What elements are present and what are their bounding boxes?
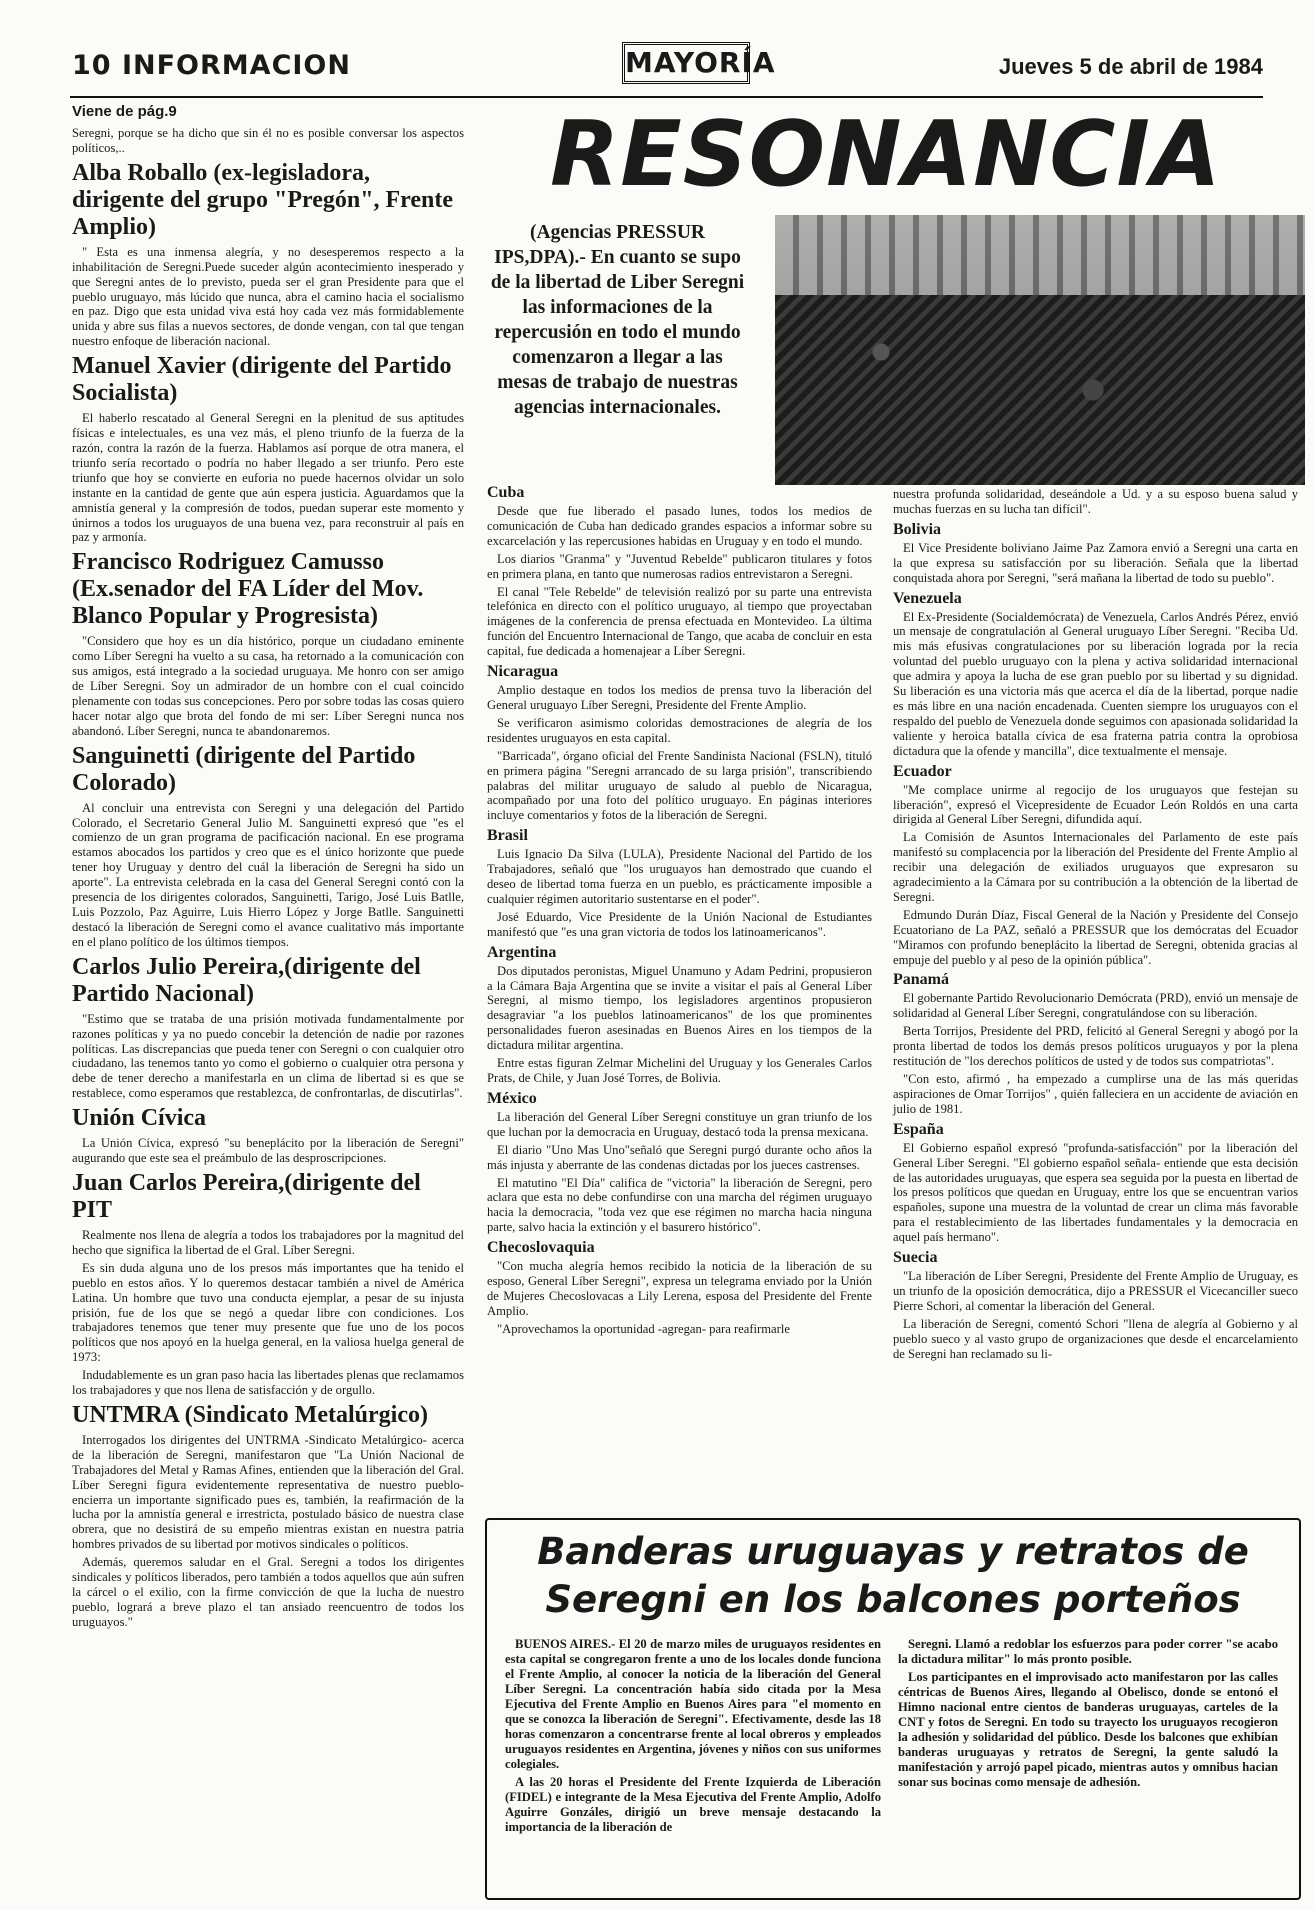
paragraph: El diario "Uno Mas Uno"señaló que Seregni purgó durante ocho años la más injusta y aberrante de las condenas dictadas por los jueces castrenses. — [487, 1142, 872, 1172]
paragraph: Interrogados los dirigentes del UNTRMA -Sindicato Metalúrgico- acerca de la liberación de Seregni, manifestaron que "La Unión Nacional de Trabajadores del Metal y Ramas Afines, entienden que la liberación del Gral. Líber Seregni figura evidentemente representativa de nuestro pueblo- encierra un importante significado pues es, también, la reafirmación de la lucha por la amnistía general e irrestricta, postulado básico de nuestra clase obrera, que no desistirá de su empeño mientras existan en nuestra patria hombres privados de su libertad por motivos sindicales o políticos. — [72, 1432, 464, 1552]
paragraph: "Estimo que se trataba de una prisión motivada fundamentalmente por razones políticas y ya no puedo concebir la detención de nadie por razones políticas. Las discrepancias que pueda tener con Seregni o con cualquier otro ciudadano, las tenemos tanto yo como el gobierno o cualquier otra persona y debe de tener derecho a manifestarla en un clima de libertad si es que se restablece, como esperamos que restablezca, de confrontarlas, de discutirlas". — [72, 1011, 464, 1101]
boxed-article-col-2 — [898, 1637, 1278, 1793]
section-heading: Manuel Xavier (dirigente del Partido Socialista) — [72, 353, 452, 407]
section-heading: Nicaragua — [487, 663, 559, 681]
paragraph: "La liberación de Líber Seregni, Presidente del Frente Amplio de Uruguay, es un triunfo de la oposición democrática, dijo a PRESSUR el Vicecanciller sueco Pierre Schori, al comentar la liberación del General. — [893, 1269, 1298, 1313]
paragraph: Entre estas figuran Zelmar Michelini del Uruguay y los Generales Carlos Prats, de Chile, y Juan José Torres, de Bolivia. — [487, 1056, 872, 1085]
paragraph: "Con esto, afirmó , ha empezado a cumplirse una de las más queridas aspiraciones de Omar Torrijos" , quién falleciera en un accidente de aviación en julio de 1981. — [893, 1072, 1298, 1116]
section-heading: Panamá — [893, 971, 949, 989]
crowd-photo — [775, 215, 1305, 485]
section-heading: Suecia — [893, 1249, 938, 1267]
paragraph: Los participantes en el improvisado acto manifestaron por las calles céntricas de Buenos Aires, llegando al Obelisco, donde se entonó el Himno nacional entre cientos de banderas uruguayas, carteles de la CNT y fotos de Seregni. En todo su trayecto los uruguayos recogieron la adhesión y solidaridad del público. Desde los balcones que exhibían banderas uruguayas y retratos de Seregni, la gente saludó la manifestación y arrojó papel picado, mientras autos y omnibus hacian sonar sus bocinas como mensaje de adhesión. — [898, 1670, 1278, 1789]
paragraph: Seregni. Llamó a redoblar los esfuerzos para poder correr "se acabo la dictadura militar" lo más pronto posible. — [898, 1637, 1278, 1666]
section-heading: Carlos Julio Pereira,(dirigente del Partido Nacional) — [72, 953, 421, 1007]
section-heading: Argentina — [487, 943, 557, 961]
paragraph: Además, queremos saludar en el Gral. Seregni a todos los dirigentes sindicales y políticos liberados, pero también a todos aquellos que aún sufren la cárcel o el exilio, con la firme convicción de que la lucha de nuestro pueblo, logrará a breve plazo el tan ansiado reencuentro de todos los uruguayos." — [72, 1555, 464, 1629]
paragraph: La liberación del General Líber Seregni constituye un gran triunfo de los que luchan por la democracia en Uruguay, destacó toda la prensa mexicana. — [487, 1109, 872, 1139]
paragraph: " Esta es una inmensa alegría, y no desesperemos respecto a la inhabilitación de Seregni.Puede suceder algún acontecimiento inesperado y que Seregni antes de lo previsto, pueda ser el gran Presidente para que el pueblo uruguayo, más lúcido que nunca, abra el camino hacia el socialismo en paz. Digo que esta unidad viva está hoy cada vez más formidablemente unida y abre sus filas a nuevos sectores, de donde vengan, con tal que tengan nuestro enfoque de liberación nacional. — [72, 244, 464, 349]
boxed-article — [485, 1518, 1301, 1900]
paragraph: "Me complace unirme al regocijo de los uruguayos que festejan su liberación", expresó el Vicepresidente de Ecuador León Roldós en una carta dirigida al General Líber Seregni, difundida aquí. — [893, 782, 1298, 827]
paragraph: BUENOS AIRES.- El 20 de marzo miles de uruguayos residentes en esta capital se congregaron frente a uno de los locales donde funciona el Frente Amplio, al conocer la noticia de la liberación del General Líber Seregni. La concentración había sido citada por la Mesa Ejecutiva del Frente Amplio en Buenos Aires para "el momento en que se conozca la liberación de Seregni". Efectivamente, desde las 18 horas comenzaron a concentrarse frente al local obreros y empleados uruguayos residentes en Argentina, jóvenes y niños con sus uniformes colegiales. — [505, 1637, 881, 1771]
section-heading: UNTMRA (Sindicato Metalúrgico) — [72, 1401, 428, 1428]
paragraph: El Vice Presidente boliviano Jaime Paz Zamora envió a Seregni una carta en la que expresa su satisfacción por su liberación. Señala que la libertad conquistada ahora por Seregni, "será mañana la libertad de todo su pueblo". — [893, 540, 1298, 585]
section-heading: Brasil — [487, 827, 528, 845]
paragraph: La Unión Cívica, expresó "su beneplácito por la liberación de Seregni" augurando que este sea el preámbulo de las desproscripciones. — [72, 1136, 464, 1166]
issue-date: Jueves 5 de abril de 1984 — [998, 54, 1263, 79]
paragraph: "Con mucha alegría hemos recibido la noticia de la liberación de su esposo, General Líber Seregni", expresa un telegrama enviado por la Unión de Mujeres Checoslovacas a Lily Lerena, esposa del Presidente del Frente Amplio. — [487, 1259, 872, 1318]
paragraph: "Barricada", órgano oficial del Frente Sandinista Nacional (FSLN), tituló en primera página "Seregni arrancado de su larga prisión", transcribiendo palabras del militar uruguayo de saludo al pueblo de Nicaragua, acompañado por una foto del político uruguayo. En páginas interiores incluye comentarios y fotos de la liberación de Seregni. — [487, 748, 872, 823]
paragraph: El canal "Tele Rebelde" de televisión realizó por su parte una entrevista telefónica en directo con el político uruguayo, al tiempo que proyectaban imágenes de la conferencia de prensa efectuada en Montevideo. La última función del Encuentro Internacional de Tango, que acaba de concluir en esta capital, fue dedicada a homenajear a Líber Seregni. — [487, 584, 872, 659]
paragraph: A las 20 horas el Presidente del Frente Izquierda de Liberación (FIDEL) e integrante de la Mesa Ejecutiva del Frente Amplio, Adolfo Aguirre Gonzáles, dirigió un breve mensaje destacando la importancia de la liberación de — [505, 1775, 881, 1834]
paragraph: Luis Ignacio Da Silva (LULA), Presidente Nacional del Partido de los Trabajadores, señaló que "los uruguayos han demostrado que cuando el deseo de libertad toma fuerza en un pueblo, es prácticamente imposible a cualquier régimen autoritario sustentarse en el poder". — [487, 847, 872, 906]
section-heading: Venezuela — [893, 589, 962, 607]
paragraph: Edmundo Durán Díaz, Fiscal General de la Nación y Presidente del Consejo Ecuatoriano de La PAZ, señaló a PRESSUR que los demócratas del Ecuador "Miramos con profundo beneplácito la libertad de Seregni, obtenida gracias al empuje del pueblo y al peso de la opinión pública". — [893, 907, 1298, 967]
section-heading: Checoslovaquia — [487, 1239, 595, 1257]
left-sections — [72, 160, 464, 1630]
section-heading: México — [487, 1089, 537, 1107]
paragraph: El gobernante Partido Revolucionario Demócrata (PRD), envió un mensaje de solidaridad al General Líber Seregni, congratulándose con su liberación. — [893, 991, 1298, 1021]
page-number: 10 INFORMACION — [72, 50, 351, 81]
paragraph: Berta Torrijos, Presidente del PRD, felicitó al General Seregni y abogó por la pronta libertad de todos los demás presos políticos uruguayos y por la plena restitución de "los derechos políticos de usted y de todos sus compatriotas". — [893, 1024, 1298, 1069]
paragraph: El haberlo rescatado al General Seregni en la plenitud de sus aptitudes físicas e intelectuales, es una vez más, el pleno triunfo de la fuerza de la razón, contra la razón de la fuerza. Hablamos así porque de otra manera, el triunfo sería recortado o podría no haber llegado a ser triunfo. Pero este triunfo que hoy se convierte en euforia no puede hacernos olvidar un solo instante en la cantidad de gente que aún espera justicia. Aguardamos que la amnistía general y la compresión de todos, puedan superar este momento y únirnos a todos los uruguayos de una buena vez, para reconstruir al país en paz y armonía. — [72, 411, 464, 545]
section-heading: España — [893, 1120, 944, 1138]
paragraph: El matutino "El Día" califica de "victoria" la liberación de Seregni, pero aclara que esta no debe confundirse con una marcha del régimen uruguayo hacia la democracia, "toda vez que ese régimen no marcha hacia ninguna parte, salvo hacia la extinción y el basurero histórico". — [487, 1175, 872, 1235]
section-heading: Ecuador — [893, 762, 952, 780]
section-heading: Bolivia — [893, 520, 942, 538]
paragraph: "Considero que hoy es un día histórico, porque un ciudadano eminente como Líber Seregni ha vuelto a su casa, ha retornado a la comunicación con sus amigos, está integrado a la sociedad uruguaya. Me honro con ser amigo de Líber Seregni. Soy un admirador de un hombre con el cual coincido plenamente con todas sus concepciones. Pero por sobre todas las cosas quiero hacer notar algo que brota del fondo de mi ser: Líber Seregni nunca nos abandonó. Líber Seregni, nunca te abandonaremos. — [72, 634, 464, 738]
masthead-rule — [70, 96, 1263, 98]
paragraph: "Aprovechamos la oportunidad -agregan- para reafirmarle — [497, 1321, 790, 1336]
paragraph: Dos diputados peronistas, Miguel Unamuno y Adam Pedrini, propusieron a la Cámara Baja Argentina que se invite a visitar el país al General Líber Seregni, al mismo tiempo, los legisladores argentinos propusieron desagraviar "a los pueblos latinoamericanos" de los que prominentes personalidades fueron asesinadas en Buenos Aires en los tiempos de la dictadura militar argentina. — [487, 963, 872, 1053]
intro-paragraph: Seregni, porque se ha dicho que sin él no es posible conversar los aspectos políticos,.. — [72, 126, 464, 155]
paragraph: Amplio destaque en todos los medios de prensa tuvo la liberación del General uruguayo Líber Seregni, Presidente del Frente Amplio. — [487, 683, 872, 712]
paragraph: El Ex-Presidente (Socialdemócrata) de Venezuela, Carlos Andrés Pérez, envió un mensaje de congratulación al General uruguayo Líber Seregni. "Reciba Ud. mis más efusivas congratulaciones por su liberación lograda por la recia voluntad del pueblo uruguayo con la plena y activa solidaridad internacional que admira y apoya la lucha de ese gran pueblo por su libertad y su dignidad. Su liberación es una victoria más que acerca el día de la libertad, porque nadie es más libre en una nación encadenada. Cuenten siempre los uruguayos con el respaldo del pueblo de Venezuela donde seguimos con apasionada solidaridad la valiente y heroica batalla cívica de esa fraterna patria contra la oprobiosa dictadura que la ofende y mancilla", dice textualmente el mensaje. — [893, 609, 1298, 758]
middle-column — [487, 480, 872, 1340]
section-heading: Juan Carlos Pereira,(dirigente del PIT — [72, 1169, 421, 1223]
boxed-article-col-1 — [505, 1637, 881, 1838]
paragraph: La Comisión de Asuntos Internacionales del Parlamento de este país manifestó su complacencia por la liberación del Presidente del Frente Amplio al recibir una delegación de exiliados uruguayos que expresaron su agradecimiento a la Cámara por su contribución a la obtención de la libertad de Seregni. — [893, 830, 1298, 904]
section-heading: Sanguinetti (dirigente del Partido Colorado) — [72, 742, 416, 796]
continued-paragraph: nuestra profunda solidaridad, deseándole a Ud. y a su esposo buena salud y muchas fuerzas en su lucha tan difícil". — [893, 487, 1298, 516]
photo-buildings — [775, 215, 1305, 305]
paragraph: Indudablemente es un gran paso hacia las libertades plenas que reclamamos los trabajadores y que nos llena de satisfacción y de orgullo. — [72, 1368, 464, 1398]
right-column — [893, 487, 1298, 1365]
section-title: RESONANCIA — [550, 102, 1222, 207]
paragraph: Desde que fue liberado el pasado lunes, todos los medios de comunicación de Cuba han dedicado grandes espacios a informar sobre su excarcelación y las repercusiones habidas en Uruguay y en todo el mundo. — [487, 504, 872, 548]
paragraph: Los diarios "Granma" y "Juventud Rebelde" publicaron titulares y fotos en primera plana, en tanto que numerosas radios entrevistaron a Seregni. — [487, 551, 872, 581]
section-heading: Unión Cívica — [72, 1105, 207, 1132]
left-column — [72, 103, 464, 1633]
continued-from-label: Viene de pág.9 — [72, 103, 177, 120]
right-sections — [893, 521, 1298, 1362]
boxed-article-title: Banderas uruguayas y retratos de Seregni en los balcones porteños — [537, 1530, 1249, 1621]
paragraph: José Eduardo, Vice Presidente de la Unión Nacional de Estudiantes manifestó que "es una gran victoria de todos los latinoamericanos". — [487, 909, 872, 939]
paragraph: La liberación de Seregni, comentó Schori "llena de alegría al Gobierno y al pueblo sueco y al vasto grupo de organizaciones que desde el encarcelamiento de Seregni han reclamado su li- — [893, 1316, 1298, 1361]
section-heading: Alba Roballo (ex-legisladora, dirigente del grupo "Pregón", Frente Amplio) — [72, 159, 454, 240]
section-heading: Francisco Rodriguez Camusso (Ex.senador del FA Líder del Mov. Blanco Popular y Progresista) — [72, 549, 424, 630]
paragraph: El Gobierno español expresó "profunda-satisfacción" por la liberación del General Líber Seregni. "El gobierno español señala- entiende que esta decisión de las autoridades uruguayas, que espera sea seguida por la puesta en libertad de los presos políticos que quedan en Uruguay, entre los que se encuentran varios españoles, supone una muestra de la voluntad de crear un clima más favorable para el restablecimiento de las libertades fundamentales y la democracia en aquel país hermano". — [893, 1140, 1298, 1245]
lead-paragraph: (Agencias PRESSUR IPS,DPA).- En cuanto se supo de la libertad de Liber Seregni las informaciones de la repercusión en todo el mundo comenzaron a llegar a las mesas de trabajo de nuestras agencias internacionales. — [490, 222, 745, 418]
paragraph: Al concluir una entrevista con Seregni y una delegación del Partido Colorado, el Secretario General Julio M. Sanguinetti expresó que "es el comienzo de un gran programa de pacificación nacional. En ese programa estamos abocados los partidos y creo que es el único horizonte que puede tener hoy Uruguay y dentro del cuál la liberación de Seregni ha sido un aporte". La entrevista celebrada en la casa del General Seregni contó con la presencia de los dirigentes colorados, Sanguinetti, Tarigo, José Luis Batlle, Luis Pozzolo, Paz Aguirre, Luis Hierro López y Jorge Batlle. Sanguinetti destacó la liberación de Seregni como el avance cualitativo más importante en el plano político de los últimos tiempos. — [72, 800, 464, 949]
newspaper-logo: MAYORÍA — [622, 42, 750, 84]
section-heading: Cuba — [487, 484, 525, 501]
paragraph: Es sin duda alguna uno de los presos más importantes que ha tenido el pueblo en estos años. Y lo queremos destacar también a nivel de América Latina. Un hombre que tuvo una conducta ejemplar, a pesar de su injusta prisión, fue de los que se negó a quedar libre con condiciones. Los trabajadores tenemos que tener muy presente que fue uno de los pocos políticos que nos apoyó en la huelga general, en la valiosa huelga general de 1973: — [72, 1260, 464, 1365]
paragraph: Realmente nos llena de alegría a todos los trabajadores por la magnitud del hecho que significa la libertad de el Gral. Líber Seregni. — [72, 1227, 464, 1257]
paragraph: Se verificaron asimismo coloridas demostraciones de alegría de los residentes uruguayos en esta capital. — [487, 715, 872, 745]
photo-crowd — [775, 295, 1305, 485]
